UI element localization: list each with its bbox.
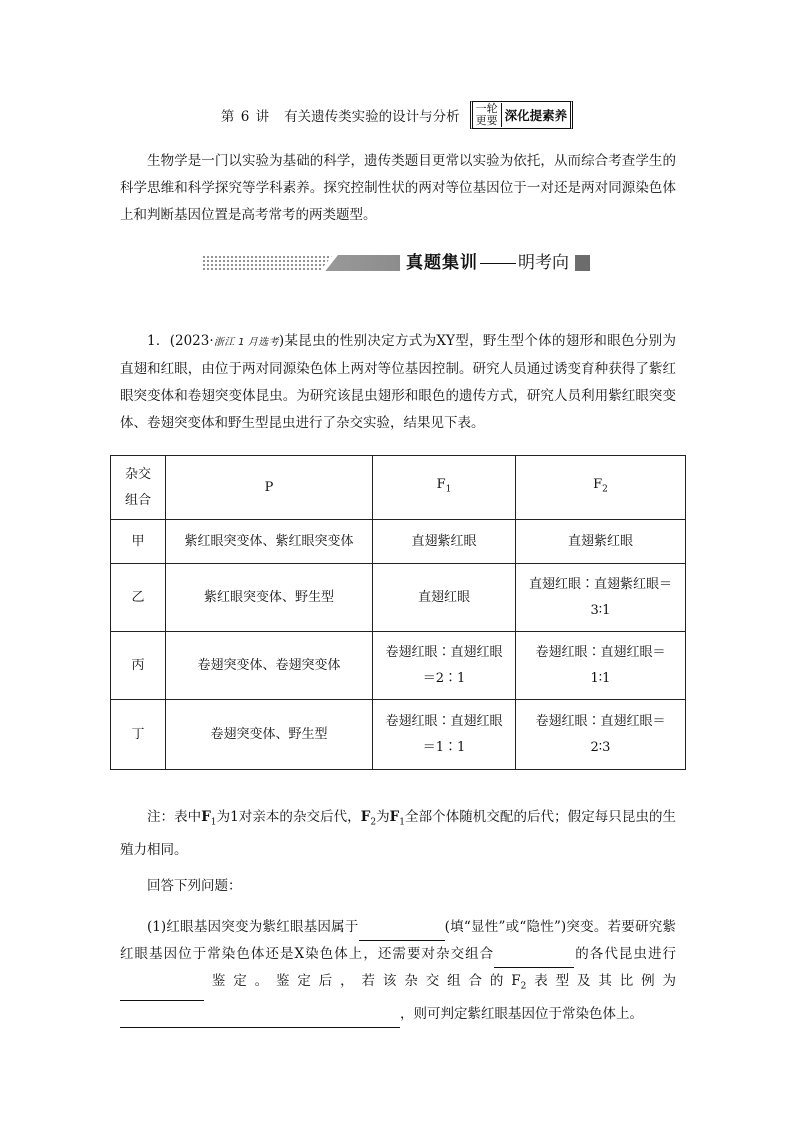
header-f2: $F_2$ — [516, 456, 686, 520]
banner-dash — [480, 263, 516, 264]
row-p: 卷翅突变体、野生型 — [166, 700, 373, 770]
tag-bottom: 更要 — [475, 114, 498, 127]
cross-results-table — [110, 455, 686, 770]
lecture-tag — [470, 101, 574, 129]
answer-blank-3[interactable] — [120, 984, 204, 1001]
row-f1: 直翅紫红眼 — [373, 520, 516, 564]
intro-paragraph: 生物学是一门以实验为基础的科学，遗传类题目更常以实验为依托，从而综合考查学生的科学思维和科学探究等学科素养。探究控制性状的两对等位基因位于一对还是两对同源染色体上和判断基因位置是高考常考的两类题型。 — [120, 153, 676, 223]
answer-blank-2[interactable] — [494, 951, 574, 968]
row-f2: 卷翅红眼∶直翅红眼＝ 1∶1 — [516, 632, 686, 700]
row-p: 卷翅突变体、卷翅突变体 — [166, 632, 373, 700]
row-group: 乙 — [111, 564, 166, 632]
banner-dots — [202, 255, 332, 271]
question-text: 某昆虫的性别决定方式为XY型，野生型个体的翅形和眼色分别为直翅和红眼，由位于两对同源染色体上两对等位基因控制。研究人员通过诱变育种获得了紫红眼突变体和卷翅突变体昆虫。为研究该昆虫翅形和眼色的遗传方式，研究人员利用紫红眼突变体、卷翅突变体和野生型昆虫进行了杂交实验，结果见下表。 — [120, 333, 676, 431]
table-row — [111, 520, 686, 564]
question-stem — [120, 328, 676, 437]
tag-top: 一轮 — [475, 102, 498, 115]
header-group: 杂交 组合 — [111, 456, 166, 520]
tag-skill: 深化提素养 — [504, 108, 568, 123]
banner-label — [400, 252, 575, 274]
row-f1: 卷翅红眼∶直翅红眼 ＝2∶1 — [373, 632, 516, 700]
table-row — [111, 564, 686, 632]
row-f1: 直翅红眼 — [373, 564, 516, 632]
row-f2: 卷翅红眼∶直翅红眼＝ 2∶3 — [516, 700, 686, 770]
row-group: 甲 — [111, 520, 166, 564]
lecture-topic: 有关遗传类实验的设计与分析 — [284, 109, 460, 125]
row-p: 紫红眼突变体、野生型 — [166, 564, 373, 632]
banner-title: 真题集训 — [406, 253, 478, 273]
table-note: 注：表中$F_1$为1对亲本的杂交后代，$F_2$为$F_1$全部个体随机交配的后代；假定每只昆虫的生殖力相同。 — [120, 809, 677, 858]
row-group: 丁 — [111, 700, 166, 770]
row-f2: 直翅红眼∶直翅紫红眼＝ 3∶1 — [516, 564, 686, 632]
header-p: P — [166, 456, 373, 520]
tag-stack — [476, 103, 502, 127]
row-f2: 直翅紫红眼 — [516, 520, 686, 564]
row-group: 丙 — [111, 632, 166, 700]
question-number: 1． — [147, 333, 170, 349]
table-row — [111, 632, 686, 700]
answer-blank-1[interactable] — [359, 924, 445, 941]
question-source-open: (2023· — [169, 333, 214, 349]
row-p: 紫红眼突变体、紫红眼突变体 — [166, 520, 373, 564]
section-banner — [202, 252, 602, 274]
sub-question-1: (1)红眼基因突变为紫红眼基因属于 (填“显性”或“隐性”)突变。若要研究紫红眼基因位于常染色体还是X染色体上，还需要对杂交组合 的各代昆虫进行鉴定。鉴定后，若该杂交组合的$F_2$表型及其比例为，则可判定紫红眼基因位于常染色体上。 — [120, 914, 676, 1028]
table-row — [111, 700, 686, 770]
lecture-number: 第 6 讲 — [220, 109, 271, 125]
question-source-close: ) — [278, 333, 285, 349]
table-header-row — [111, 456, 686, 520]
page-title — [0, 104, 794, 126]
header-f1: $F_1$ — [373, 456, 516, 520]
answer-blank-4[interactable] — [120, 1011, 400, 1028]
banner-subtitle: 明考向 — [518, 253, 569, 273]
question-source: 浙江 1 月选考 — [213, 337, 279, 348]
row-f1: 卷翅红眼∶直翅红眼 ＝1∶1 — [373, 700, 516, 770]
answer-prompt: 回答下列问题： — [147, 878, 242, 894]
